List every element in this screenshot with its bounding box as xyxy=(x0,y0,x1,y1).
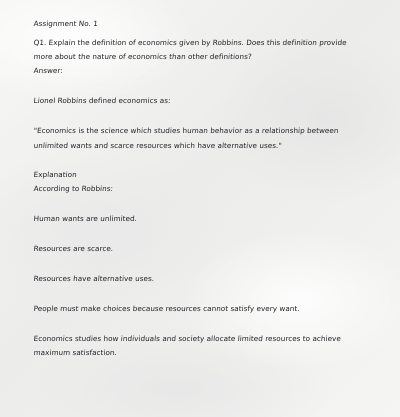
question-line-1: Q1. Explain the definition of economics given by Robbins. Does this definition provide xyxy=(33,38,347,47)
quote-line-2: unlimited wants and scarce resources which have alternative uses." xyxy=(33,141,283,150)
point-allocation-line-2: maximum satisfaction. xyxy=(33,348,118,357)
point-scarce-resources: Resources are scarce. xyxy=(33,244,114,253)
assignment-heading: Assignment No. 1 xyxy=(33,19,99,28)
according-to-robbins: According to Robbins: xyxy=(33,184,114,193)
quote-line-1: "Economics is the science which studies human behavior as a relationship between xyxy=(33,126,339,135)
explanation-label: Explanation xyxy=(33,170,78,179)
question-line-2: more about the nature of economics than other definitions? xyxy=(33,52,253,61)
answer-label: Answer: xyxy=(33,66,64,75)
point-choices: People must make choices because resources cannot satisfy every want. xyxy=(33,304,300,313)
point-unlimited-wants: Human wants are unlimited. xyxy=(33,214,138,223)
point-allocation-line-1: Economics studies how individuals and society allocate limited resources to achieve xyxy=(33,334,342,343)
point-alternative-uses: Resources have alternative uses. xyxy=(33,274,155,283)
intro-text: Lionel Robbins defined economics as: xyxy=(33,96,171,105)
